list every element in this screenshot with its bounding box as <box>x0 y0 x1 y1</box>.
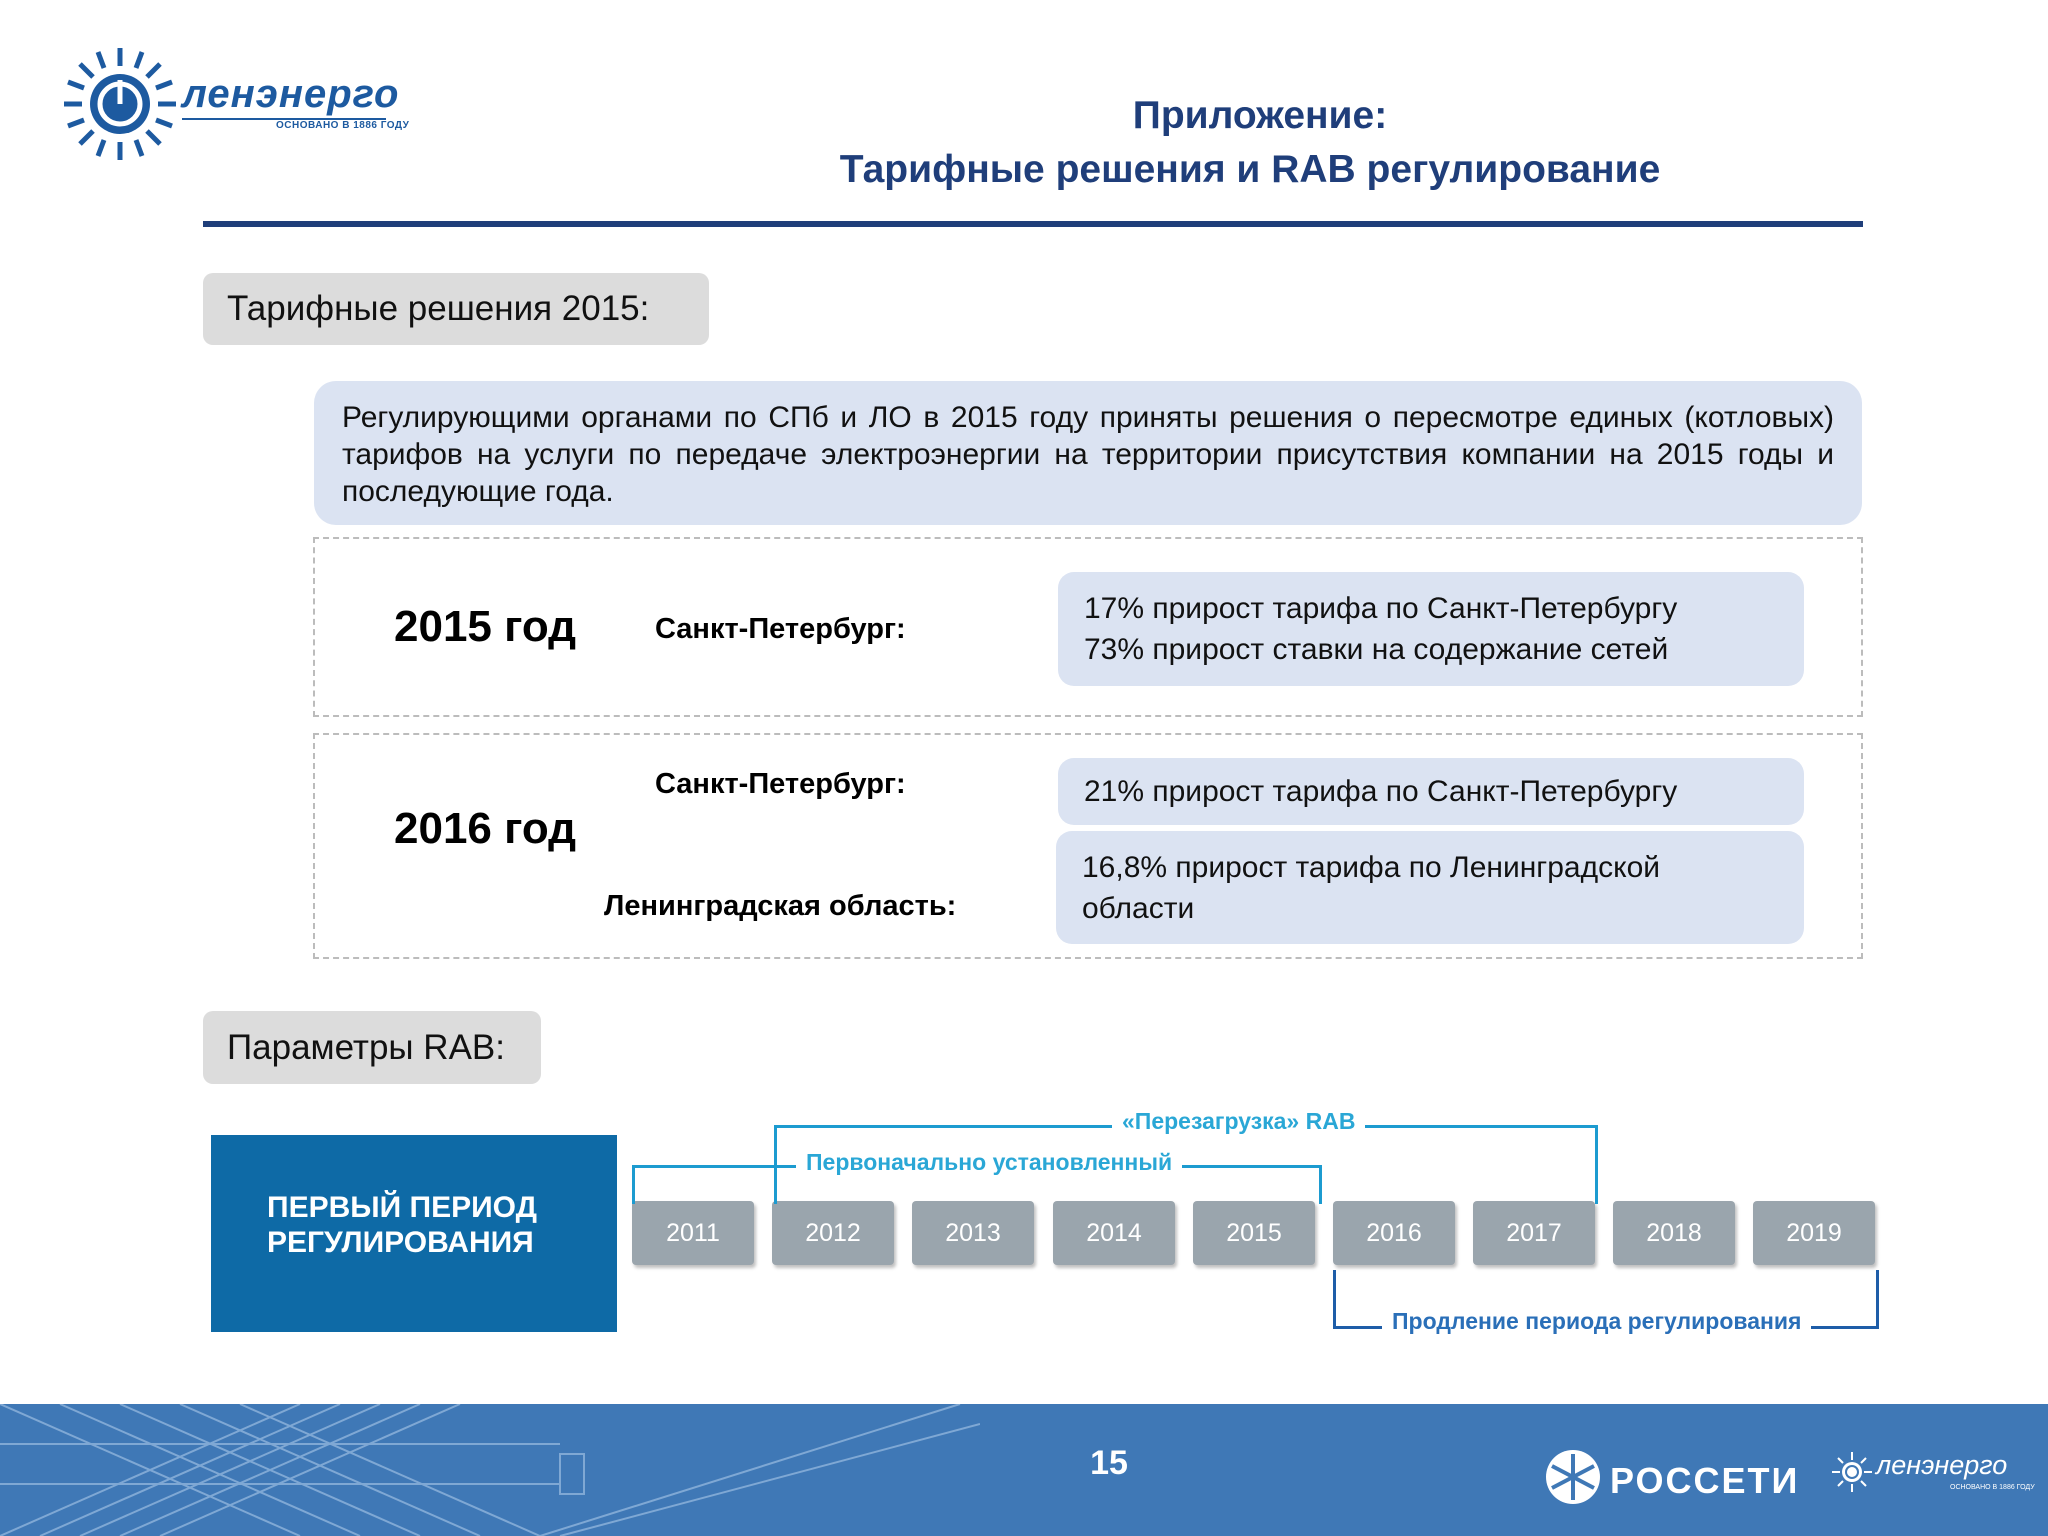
year-2018-block: 2018 <box>1613 1201 1735 1265</box>
rab-section-heading: Параметры RAB: <box>203 1011 541 1084</box>
year-2014-block: 2014 <box>1053 1201 1175 1265</box>
reload-rab-label: «Перезагрузка» RAB <box>1112 1108 1365 1135</box>
rosseti-wordmark: РОССЕТИ <box>1610 1460 1800 1501</box>
slide-title-line1: Приложение: <box>1132 94 1388 137</box>
year-2015-result-box <box>1058 572 1804 686</box>
extension-label: Продление периода регулирования <box>1382 1308 1811 1335</box>
tariff-section-heading: Тарифные решения 2015: <box>203 273 709 345</box>
title-divider <box>203 221 1863 227</box>
lenenergo-emblem-icon <box>60 44 180 164</box>
year-2016-lo-result-line2: области <box>1082 891 1195 925</box>
year-2015-result-line2: 73% прирост ставки на содержание сетей <box>1084 633 1669 666</box>
slide-title-line2: Тарифные решения и RAB регулирование <box>839 148 1661 191</box>
year-2012-block: 2012 <box>772 1201 894 1265</box>
year-2011-block: 2011 <box>632 1201 754 1265</box>
year-2013-block: 2013 <box>912 1201 1034 1265</box>
footer-logo-name: ленэнерго <box>1876 1450 2008 1480</box>
year-2016-city-lo: Ленинградская область: <box>604 890 957 922</box>
initial-period-label: Первоначально установленный <box>796 1149 1182 1176</box>
year-2019-block: 2019 <box>1753 1201 1875 1265</box>
year-2016-city-spb: Санкт-Петербург: <box>655 768 906 800</box>
year-2016-spb-result: 21% прирост тарифа по Санкт-Петербургу <box>1084 775 1678 808</box>
logo-name: ленэнерго <box>182 72 400 116</box>
power-tower-graphic-icon <box>0 1404 980 1536</box>
rosseti-logo-icon <box>1544 1448 1602 1506</box>
first-period-line2: РЕГУЛИРОВАНИЯ <box>267 1226 534 1259</box>
year-2016-lo-result-line1: 16,8% прирост тарифа по Ленинградской <box>1082 850 1661 884</box>
year-2016-block: 2016 <box>1333 1201 1455 1265</box>
footer-logo-tagline: ОСНОВАНО В 1886 ГОДУ <box>1950 1484 2035 1491</box>
page-number: 15 <box>1090 1444 1128 1482</box>
first-period-box <box>211 1135 617 1332</box>
year-2015-label: 2015 год <box>394 602 577 651</box>
year-2015-block: 2015 <box>1193 1201 1315 1265</box>
year-2017-block: 2017 <box>1473 1201 1595 1265</box>
tariff-intro-box: Регулирующими органами по СПб и ЛО в 2015 году приняты решения о пересмотре единых (котловых) тарифов на услуги по передаче электроэнергии на территории присутствия компании на 2015 годы и последующие года. <box>314 381 1862 525</box>
year-2016-spb-result-box <box>1058 758 1804 825</box>
year-2016-label: 2016 год <box>394 804 577 853</box>
lenenergo-footer-emblem-icon <box>1832 1452 1872 1492</box>
year-2016-lo-result-box <box>1056 831 1804 944</box>
year-2015-city: Санкт-Петербург: <box>655 613 906 645</box>
logo-tagline: ОСНОВАНО В 1886 ГОДУ <box>276 120 410 131</box>
year-2015-result-line1: 17% прирост тарифа по Санкт-Петербургу <box>1084 592 1678 625</box>
first-period-line1: ПЕРВЫЙ ПЕРИОД <box>267 1191 537 1224</box>
